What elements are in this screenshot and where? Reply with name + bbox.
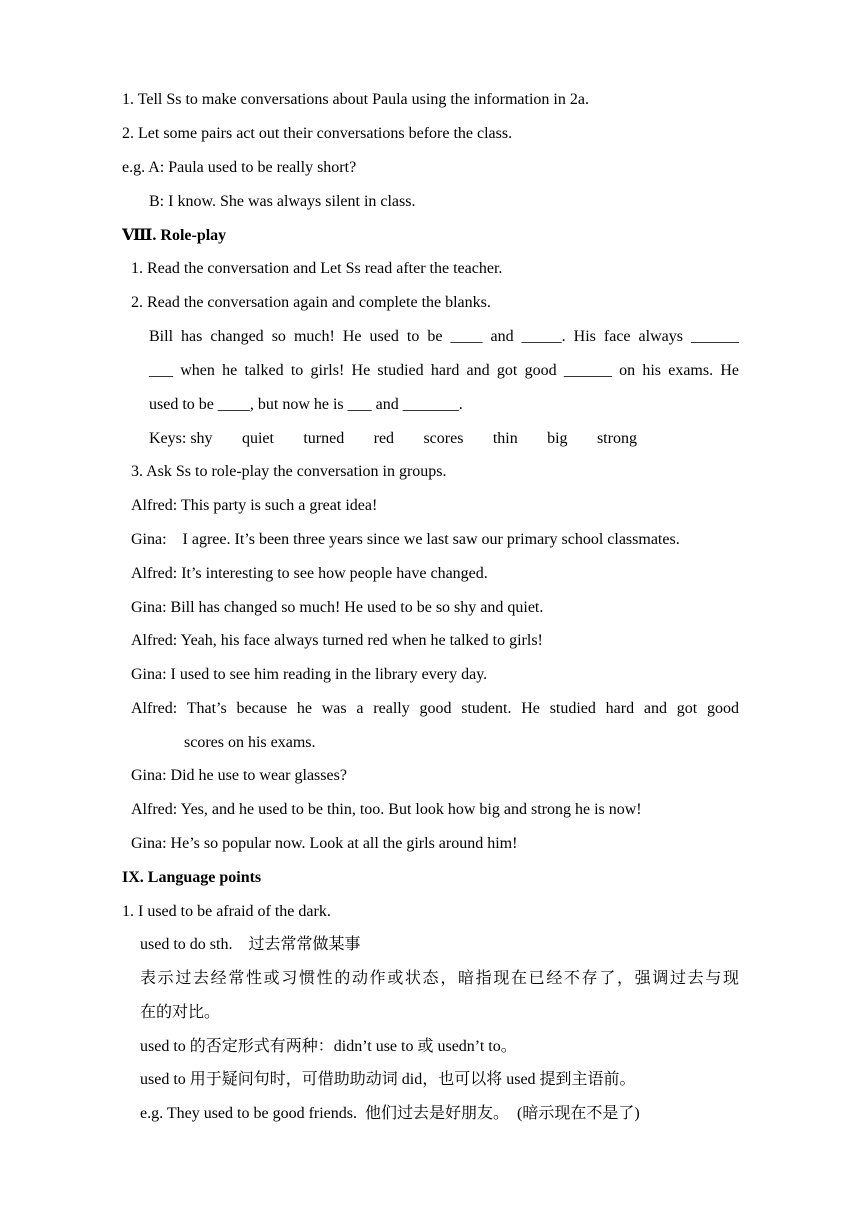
dialogue-line: Gina: He’s so popular now. Look at all the girls around him! [131,835,518,852]
role-play-step-2: 2. Read the conversation again and complete the blanks. [131,294,491,311]
instruction-1: 1. Tell Ss to make conversations about Paula using the information in 2a. [122,91,589,108]
example-line-a: e.g. A: Paula used to be really short? [122,159,357,176]
key-word: red [373,430,395,447]
phrase-definition: used to do sth. 过去常常做某事 [140,936,361,953]
dialogue-line: Alfred: That’s because he was a really good student. He studied hard and got good [131,700,739,717]
explanation-line-2: 在的对比。 [140,1004,221,1021]
dialogue-line: Gina: Bill has changed so much! He used to be so shy and quiet. [131,599,544,616]
example-sentence: e.g. They used to be good friends. 他们过去是好朋友。 (暗示现在不是了) [140,1105,640,1122]
key-word: turned [303,430,345,447]
dialogue-line: Alfred: This party is such a great idea! [131,497,378,514]
key-word: scores [423,430,464,447]
key-word: strong [596,430,637,447]
dialogue-line: Gina: I used to see him reading in the library every day. [131,666,488,683]
role-play-step-3: 3. Ask Ss to role-play the conversation in groups. [131,463,447,480]
dialogue-line: Alfred: Yeah, his face always turned red when he talked to girls! [131,632,543,649]
language-point-1: 1. I used to be afraid of the dark. [122,903,331,920]
example-line-b: B: I know. She was always silent in class. [149,193,416,210]
answer-keys [149,429,637,449]
dialogue-line: Gina: Did he use to wear glasses? [131,767,347,784]
explanation-line-1: 表示过去经常性或习惯性的动作或状态，暗指现在已经不存了，强调过去与现 [140,970,739,987]
section-heading-role-play: Ⅷ. Role-play [122,227,227,244]
blank-exercise-line-2: ___ when he talked to girls! He studied hard and got good ______ on his exams. He [149,362,739,379]
dialogue-line: Gina: I agree. It’s been three years since we last saw our primary school classmates. [131,531,680,548]
question-form-note: used to 用于疑问句时，可借助助动词 did，也可以将 used 提到主语前。 [140,1071,636,1088]
blank-exercise-line-1: Bill has changed so much! He used to be ____ and _____. His face always ______ [149,328,739,345]
key-word: quiet [241,430,274,447]
key-word: thin [492,430,518,447]
key-word: Keys: shy [149,430,213,447]
instruction-2: 2. Let some pairs act out their conversations before the class. [122,125,513,142]
dialogue-line: Alfred: Yes, and he used to be thin, too. But look how big and strong he is now! [131,801,642,818]
role-play-step-1: 1. Read the conversation and Let Ss read after the teacher. [131,260,503,277]
dialogue-line: Alfred: It’s interesting to see how people have changed. [131,565,488,582]
blank-exercise-line-3: used to be ____, but now he is ___ and _______. [149,396,463,413]
section-heading-language-points: IX. Language points [122,869,262,886]
negative-form-note: used to 的否定形式有两种：didn’t use to 或 usedn’t to。 [140,1038,517,1055]
dialogue-line-continued: scores on his exams. [184,734,316,751]
key-word: big [547,430,568,447]
